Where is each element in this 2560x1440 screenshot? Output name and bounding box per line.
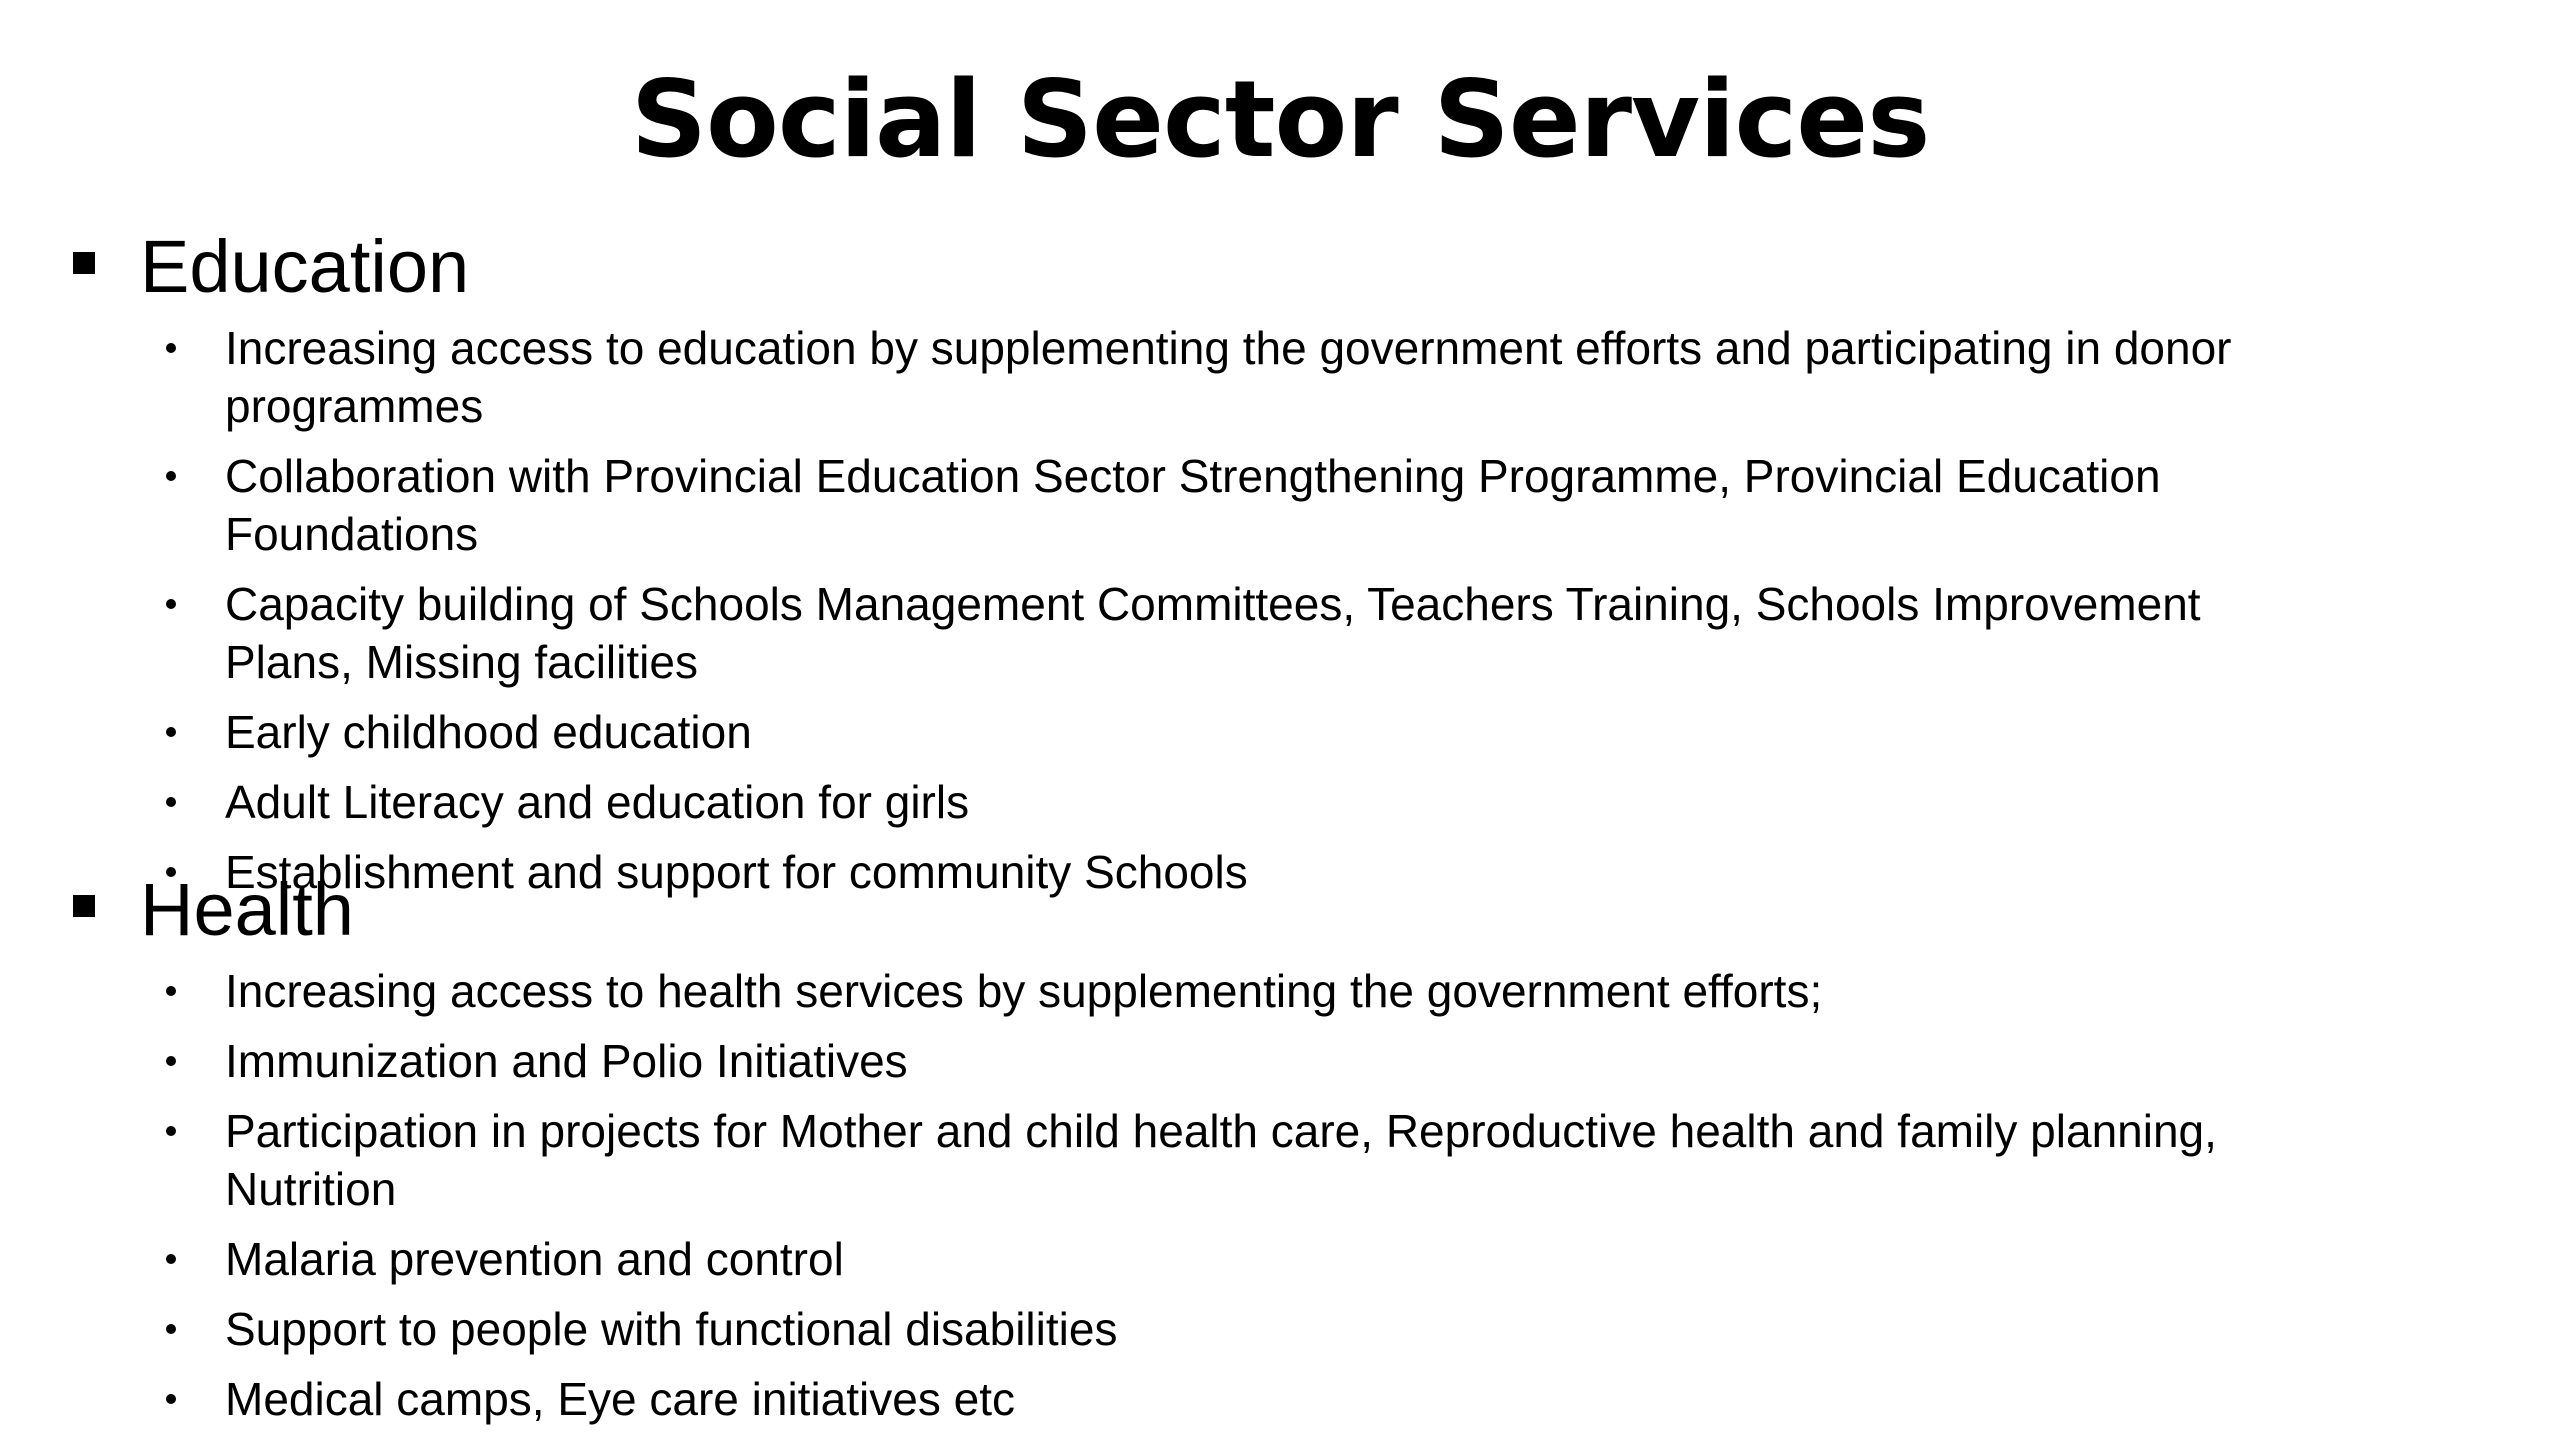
list-item-text: Increasing access to education by supplementing the government efforts and participating in donor programmes	[225, 322, 2232, 432]
bullet-icon	[166, 1126, 176, 1136]
list-item-text: Medical camps, Eye care initiatives etc	[225, 1373, 1015, 1425]
list-item-text: Adult Literacy and education for girls	[225, 776, 970, 828]
bullet-icon	[166, 343, 176, 353]
slide-title: Social Sector Services	[630, 58, 1930, 181]
section-heading-text: Education	[140, 225, 470, 308]
list-item-text: Participation in projects for Mother and child health care, Reproductive health and family planning, Nutrition	[225, 1105, 2217, 1215]
list-item	[0, 575, 2335, 691]
list-item	[0, 447, 2335, 563]
section-heading-text: Health	[140, 868, 354, 951]
list-item-text: Early childhood education	[225, 706, 752, 758]
list-item	[0, 703, 2335, 761]
section-education	[0, 222, 2560, 913]
list-item	[0, 962, 2335, 1020]
square-bullet-icon	[73, 895, 95, 917]
list-item-text: Collaboration with Provincial Education Sector Strengthening Programme, Provincial Education Foundations	[225, 450, 2161, 560]
bullet-icon	[166, 727, 176, 737]
section-heading	[0, 865, 2560, 955]
bullet-icon	[166, 599, 176, 609]
bullet-icon	[166, 1394, 176, 1404]
list-item	[0, 1300, 2335, 1358]
list-item-text: Immunization and Polio Initiatives	[225, 1035, 908, 1087]
bullet-icon	[166, 1056, 176, 1066]
list-item-text: Capacity building of Schools Management Committees, Teachers Training, Schools Improvement Plans, Missing facilities	[225, 578, 2201, 688]
square-bullet-icon	[73, 252, 95, 274]
bullet-icon	[166, 797, 176, 807]
list-item	[0, 1370, 2335, 1428]
list-item	[0, 773, 2335, 831]
bullet-icon	[166, 471, 176, 481]
section-health	[0, 865, 2560, 1440]
list-item	[0, 1032, 2335, 1090]
list-item	[0, 319, 2335, 435]
bullet-icon	[166, 986, 176, 996]
section-heading	[0, 222, 2560, 312]
list-item	[0, 1102, 2335, 1218]
list-item-text: Support to people with functional disabilities	[225, 1303, 1118, 1355]
bullet-icon	[166, 1324, 176, 1334]
list-item-text: Malaria prevention and control	[225, 1233, 844, 1285]
list-item-text: Establishment and support for community Schools	[225, 846, 1248, 898]
list-item-text: Increasing access to health services by supplementing the government efforts;	[225, 965, 1823, 1017]
bullet-icon	[166, 1254, 176, 1264]
list-item	[0, 1230, 2335, 1288]
